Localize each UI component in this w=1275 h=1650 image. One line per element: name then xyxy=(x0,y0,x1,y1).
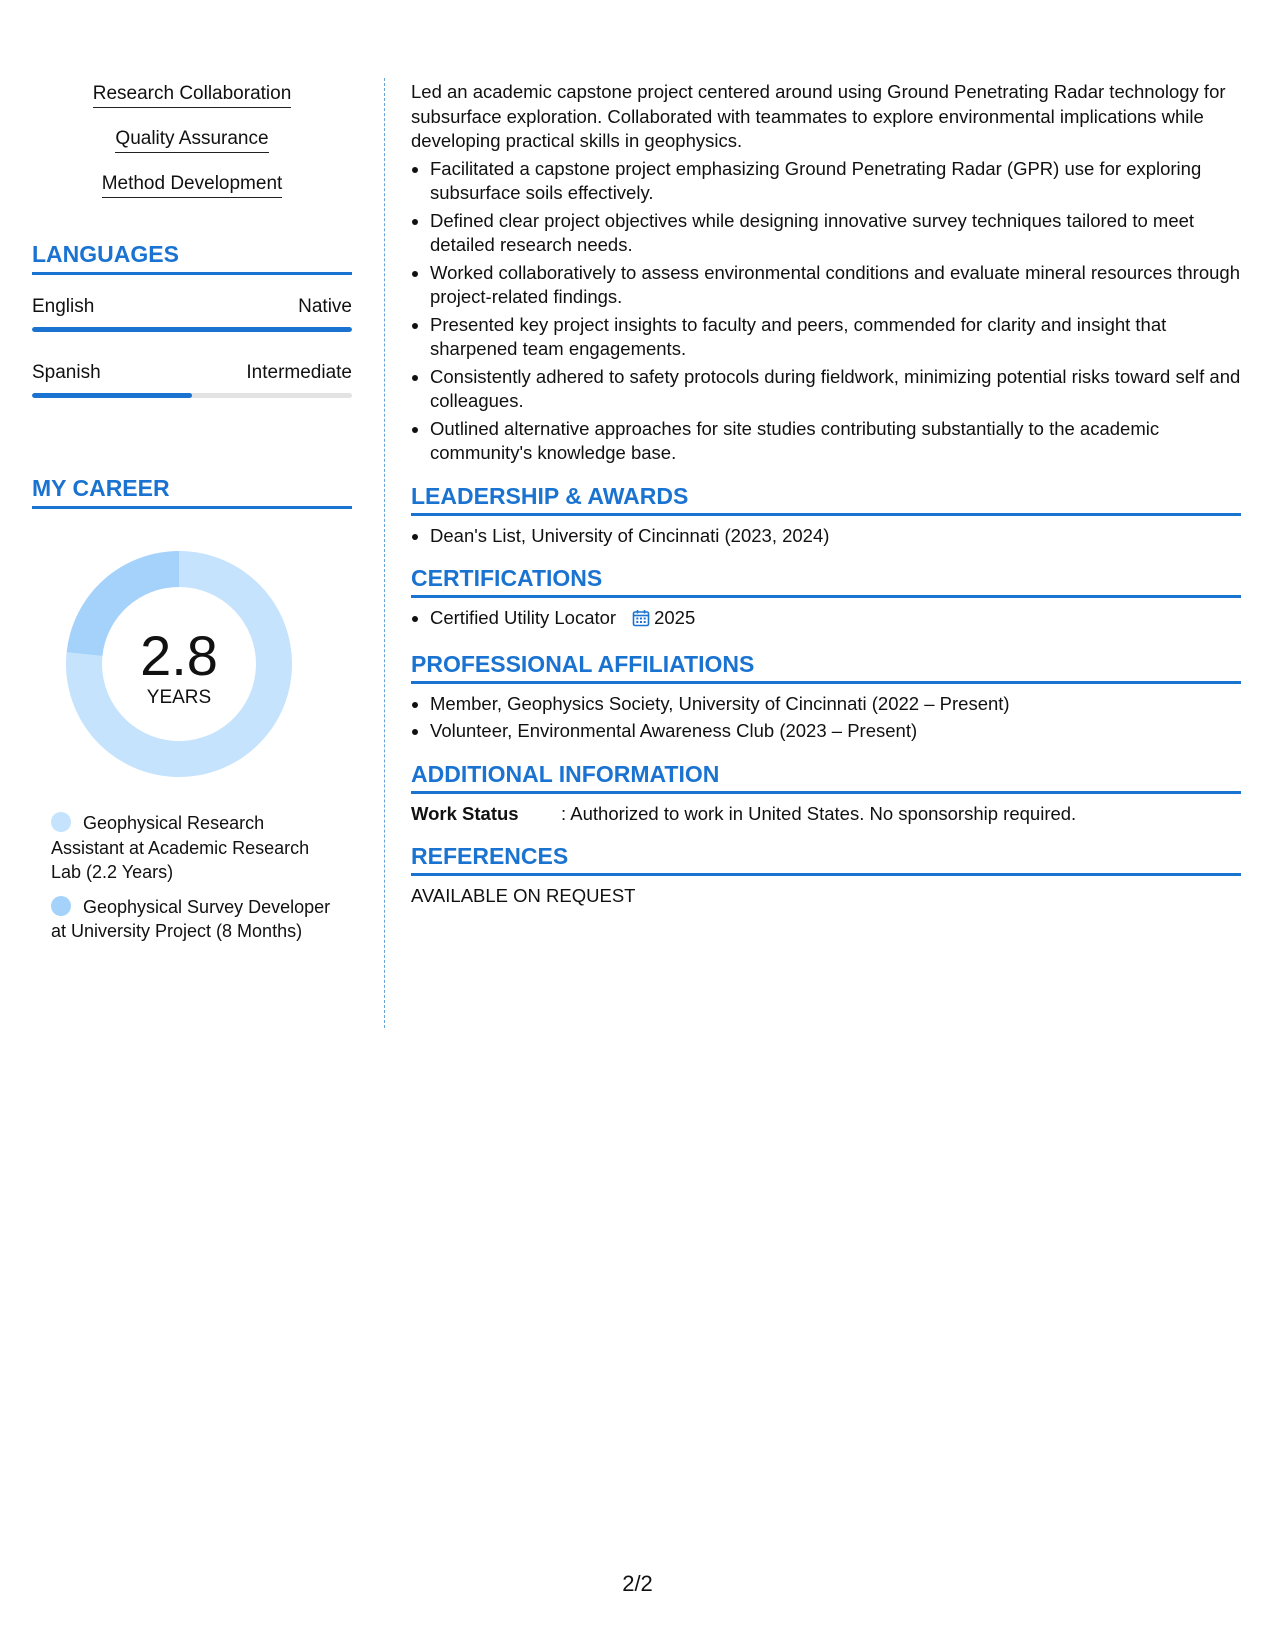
language-item xyxy=(32,361,352,398)
skill-item: Method Development xyxy=(102,172,283,198)
certification-year: 2025 xyxy=(654,607,696,628)
language-proficiency-fill xyxy=(32,327,352,332)
certifications-heading: CERTIFICATIONS xyxy=(411,564,1241,598)
career-total-unit: YEARS xyxy=(146,687,212,708)
experience-bullet: • Defined clear project objectives while designing innovative survey techniques tailored to meet detailed research needs. xyxy=(430,209,1241,258)
leadership-item: • Dean's List, University of Cincinnati (2023, 2024) xyxy=(430,524,1241,549)
career-legend-item xyxy=(51,895,341,944)
language-level: Intermediate xyxy=(246,362,352,383)
skill-item: Quality Assurance xyxy=(115,127,268,153)
calendar-icon xyxy=(632,609,650,634)
career-legend-item xyxy=(51,811,341,885)
left-column xyxy=(32,82,352,954)
affiliations-list xyxy=(411,692,1241,744)
language-name: English xyxy=(32,296,95,317)
right-column xyxy=(411,80,1241,908)
experience-bullet: • Worked collaboratively to assess environmental conditions and evaluate mineral resources through project-related findings. xyxy=(430,261,1241,310)
leadership-heading: LEADERSHIP & AWARDS xyxy=(411,482,1241,516)
language-proficiency-bar xyxy=(32,327,352,332)
work-status-label: Work Status xyxy=(411,802,519,824)
references-heading: REFERENCES xyxy=(411,842,1241,876)
experience-summary: Led an academic capstone project centered around using Ground Penetrating Radar technology for subsurface exploration. Collaborated with teammates to explore environmental implications while developing practical skills in geophysics. xyxy=(411,81,1226,151)
affiliation-item: • Volunteer, Environmental Awareness Club (2023 – Present) xyxy=(430,719,1241,744)
legend-dot xyxy=(51,812,71,832)
career-legend-label: Geophysical Research Assistant at Academic Research Lab (2.2 Years) xyxy=(51,813,310,882)
experience-bullet: • Consistently adhered to safety protocols during fieldwork, minimizing potential risks toward self and colleagues. xyxy=(430,365,1241,414)
column-divider xyxy=(384,78,385,1028)
language-level: Native xyxy=(298,296,352,317)
language-proficiency-bar xyxy=(32,393,352,398)
work-status-value: : Authorized to work in United States. No sponsorship required. xyxy=(561,802,1077,824)
skills-list xyxy=(32,82,352,217)
experience-bullet: • Facilitated a capstone project emphasizing Ground Penetrating Radar (GPR) use for exploring subsurface soils effectively. xyxy=(430,157,1241,206)
additional-info-heading: ADDITIONAL INFORMATION xyxy=(411,760,1241,794)
languages-heading: LANGUAGES xyxy=(32,240,352,275)
career-heading: MY CAREER xyxy=(32,474,352,509)
certification-item xyxy=(430,606,1241,634)
affiliation-item: • Member, Geophysics Society, University of Cincinnati (2022 – Present) xyxy=(430,692,1241,717)
language-name: Spanish xyxy=(32,362,101,383)
career-legend-label: Geophysical Survey Developer at University Project (8 Months) xyxy=(51,896,331,941)
experience-bullet: • Presented key project insights to faculty and peers, commended for clarity and insight that sharpened team engagements. xyxy=(430,313,1241,362)
certifications-list xyxy=(411,606,1241,634)
language-proficiency-fill xyxy=(32,393,192,398)
certification-name: Certified Utility Locator xyxy=(430,607,617,628)
leadership-list xyxy=(411,524,1241,549)
experience-bullet: • Outlined alternative approaches for site studies contributing substantially to the academic community's knowledge base. xyxy=(430,417,1241,466)
references-text: AVAILABLE ON REQUEST xyxy=(411,884,636,906)
skill-item: Research Collaboration xyxy=(93,82,292,108)
career-donut-chart xyxy=(66,551,292,777)
page-number: 2/2 xyxy=(622,1571,653,1596)
work-status-row xyxy=(411,802,1241,826)
career-total-value: 2.8 xyxy=(140,624,218,687)
career-legend xyxy=(51,811,341,944)
language-item xyxy=(32,295,352,332)
experience-bullets xyxy=(411,157,1241,466)
affiliations-heading: PROFESSIONAL AFFILIATIONS xyxy=(411,650,1241,684)
legend-dot xyxy=(51,896,71,916)
